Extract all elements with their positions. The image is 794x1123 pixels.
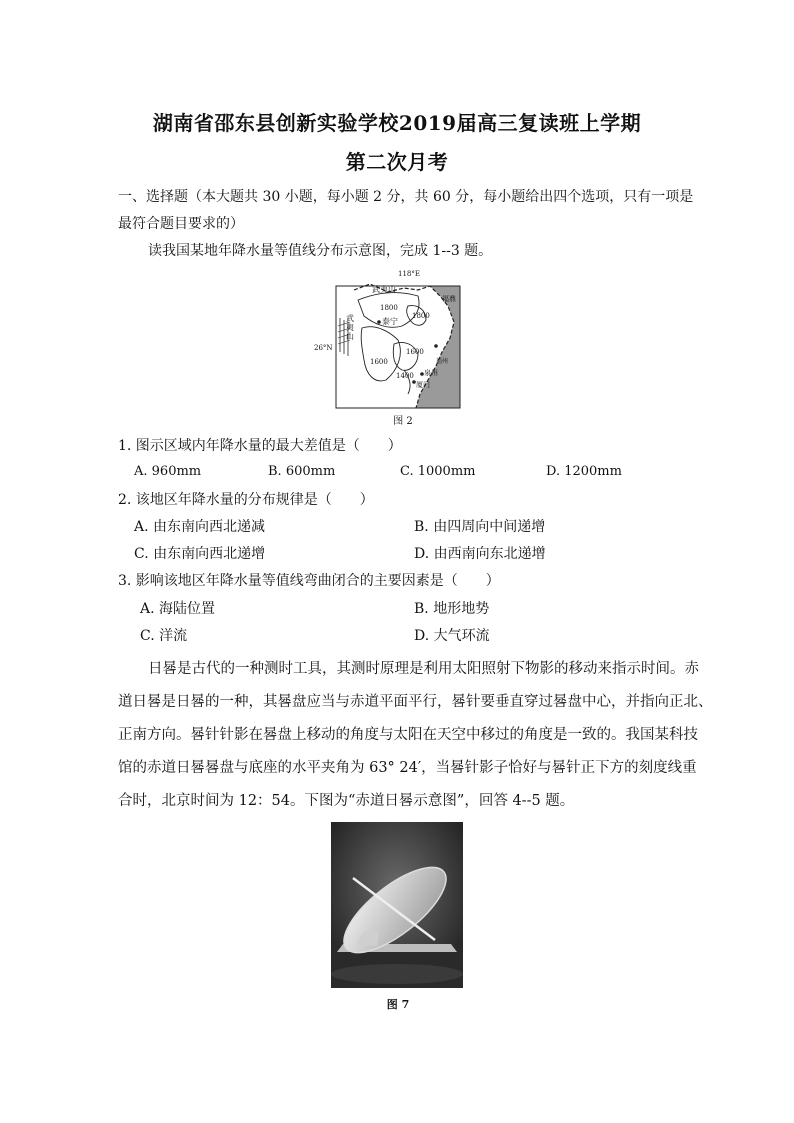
document-title-line1: 湖南省邵东县创新实验学校2019届高三复读班上学期	[152, 111, 642, 135]
map-caption: 图 2	[393, 416, 413, 427]
section-heading-line1: 一、选择题（本大题共 30 小题，每小题 2 分，共 60 分，每小题给出四个选项，只有一项是	[118, 189, 694, 205]
precipitation-map-figure	[314, 270, 478, 430]
passage-line-1: 日晷是古代的一种测时工具，其测时原理是利用太阳照射下物影的移动来指示时间。赤	[148, 661, 699, 677]
sundial-caption: 图 7	[386, 998, 410, 1011]
map-label-fuding: 福鼎	[442, 295, 456, 303]
question-3-option-d: D. 大气环流	[414, 628, 490, 644]
question-3-option-b: B. 地形地势	[414, 601, 490, 617]
map-label-taining: 泰宁	[382, 317, 398, 326]
question-2-option-b: B. 由四周向中间递增	[414, 519, 546, 535]
map-label-quanzhou: 泉州	[424, 369, 438, 377]
question-1-option-c: C. 1000mm	[400, 464, 476, 479]
section-intro: 读我国某地年降水量等值线分布示意图，完成 1--3 题。	[148, 243, 493, 259]
document-title-line2: 第二次月考	[345, 150, 449, 174]
question-2-stem: 2. 该地区年降水量的分布规律是（ ）	[118, 492, 374, 508]
question-3-option-c: C. 洋流	[140, 628, 188, 644]
question-3-stem: 3. 影响该地区年降水量等值线弯曲闭合的主要因素是（ ）	[118, 573, 500, 589]
isoline-label-1800b: 1800	[412, 312, 430, 320]
map-label-wuyishan-top: 武夷山	[372, 285, 396, 294]
question-3-option-a: A. 海陆位置	[140, 601, 216, 617]
map-label-xiamen: 厦门	[416, 381, 430, 389]
isoline-label-1800a: 1800	[380, 304, 398, 312]
question-2-option-d: D. 由西南向东北递增	[414, 546, 546, 562]
question-1-option-b: B. 600mm	[268, 464, 336, 479]
isoline-label-1600b: 1600	[370, 358, 388, 366]
passage-line-5: 合时，北京时间为 12：54。下图为“赤道日晷示意图”，回答 4--5 题。	[118, 793, 575, 809]
map-label-fuzhou: 福州	[436, 358, 449, 365]
map-label-26n: 26°N	[314, 344, 333, 352]
passage-line-4: 馆的赤道日晷晷盘与底座的水平夹角为 63° 24′，当晷针影子恰好与晷针正下方的刻度线重	[118, 760, 697, 776]
question-1-option-d: D. 1200mm	[546, 464, 622, 479]
question-2-option-a: A. 由东南向西北递减	[134, 519, 266, 535]
map-label-118e: 118°E	[398, 270, 420, 278]
isoline-label-1400: 1400	[396, 372, 414, 380]
isoline-label-1600a: 1600	[406, 348, 424, 356]
question-1-stem: 1. 图示区域内年降水量的最大差值是（ ）	[118, 438, 402, 454]
question-1-option-a: A. 960mm	[134, 464, 202, 479]
map-label-wuyishan-side: 武夷山	[346, 314, 354, 341]
passage-line-2: 道日晷是日晷的一种，其晷盘应当与赤道平面平行，晷针要垂直穿过晷盘中心，并指向正北、	[118, 694, 713, 710]
passage-line-3: 正南方向。晷针针影在晷盘上移动的角度与太阳在天空中移过的角度是一致的。我国某科技	[118, 727, 698, 743]
sundial-photo	[331, 822, 463, 988]
section-heading-line2: 最符合题目要求的）	[118, 216, 244, 232]
question-2-option-c: C. 由东南向西北递增	[134, 546, 266, 562]
